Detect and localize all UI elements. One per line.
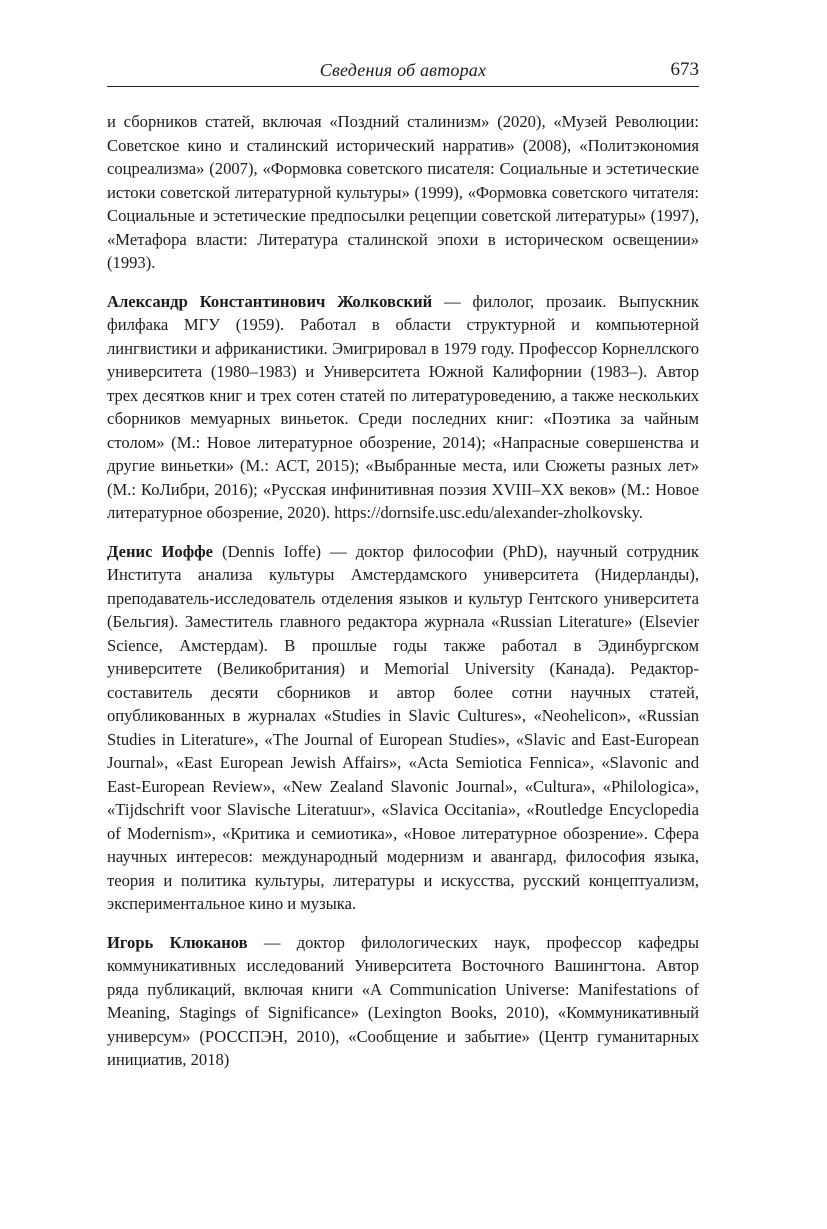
author-name: Александр Константинович Жолковский <box>107 291 433 311</box>
author-entry-continued <box>107 110 699 275</box>
entry-text: — доктор филологических наук, профессор кафедры коммуникативных исследований Университета Восточного Вашингтона. Автор ряда публикаций, включая книги «A Communication Universe: Manifestations of Meaning, Stagings of Significance» (Lexington Books, 2010), «Коммуникативный универсум» (РОССПЭН, 2010), «Сообщение и забытие» (Центр гуманитарных инициатив, 2018) <box>107 932 699 1069</box>
author-entry-klyukanov <box>107 931 699 1072</box>
author-entry-ioffe <box>107 540 699 916</box>
entry-text: и сборников статей, включая «Поздний сталинизм» (2020), «Музей Революции: Советское кино и сталинский исторический нарратив» (2008), «Политэкономия соцреализма» (2007), «Формовка советского писателя: Социальные и эстетические истоки советской литературной культуры» (1999), «Формовка советского читателя: Социальные и эстетические предпосылки рецепции советской литературы» (1997), «Метафора власти: Литература сталинской эпохи в историческом освещении» (1993). <box>107 112 699 272</box>
page-body <box>107 110 699 1072</box>
author-entry-zholkovsky <box>107 290 699 525</box>
page-header <box>107 58 699 87</box>
page-number: 673 <box>670 59 699 80</box>
author-name: Игорь Клюканов <box>107 932 248 952</box>
entry-text: (Dennis Ioffe) — доктор философии (PhD), научный сотрудник Института анализа культуры Амстердамского университета (Нидерланды), преподаватель-исследователь отделения языков и культур Гентского университета (Бельгия). Заместитель главного редактора журнала «Russian Literature» (Elsevier Science, Амстердам). В прошлые годы также работал в Эдинбургском университете (Великобритания) и Memorial University (Канада). Редактор-составитель десяти сборников и автор более сотни научных статей, опубликованных в журналах «Studies in Slavic Cultures», «Neohelicon», «Russian Studies in Literature», «The Journal of European Studies», «Slavic and East-European Journal», «East European Jewish Affairs», «Acta Semiotica Fennica», «Slavonic and East-European Review», «New Zealand Slavonic Journal», «Cultura», «Philologica», «Tijdschrift voor Slavische Literatuur», «Slavica Occitania», «Routledge Encyclopedia of Modernism», «Критика и семиотика», «Новое литературное обозрение». Сфера научных интересов: международный модернизм и авангард, философия языка, теория и политика культуры, литературы и искусства, русский концептуализм, экспериментальное кино и музыка. <box>107 541 699 913</box>
author-name: Денис Иоффе <box>107 541 214 561</box>
running-title: Сведения об авторах <box>319 60 487 80</box>
entry-text: — филолог, прозаик. Выпускник филфака МГУ (1959). Работал в области структурной и компьютерной лингвистики и африканистики. Эмигрировал в 1979 году. Профессор Корнеллского университета (1980–1983) и Университета Южной Калифорнии (1983–). Автор трех десятков книг и трех сотен статей по литературоведению, а также нескольких сборников мемуарных виньеток. Среди последних книг: «Поэтика за чайным столом» (М.: Новое литературное обозрение, 2014); «Напрасные совершенства и другие виньетки» (М.: АСТ, 2015); «Выбранные места, или Сюжеты разных лет» (М.: КоЛибри, 2016); «Русская инфинитивная поэзия XVIII–XX веков» (М.: Новое литературное обозрение, 2020). https://dornsife.usc.edu/alexander-zholkovsky. <box>107 291 699 522</box>
